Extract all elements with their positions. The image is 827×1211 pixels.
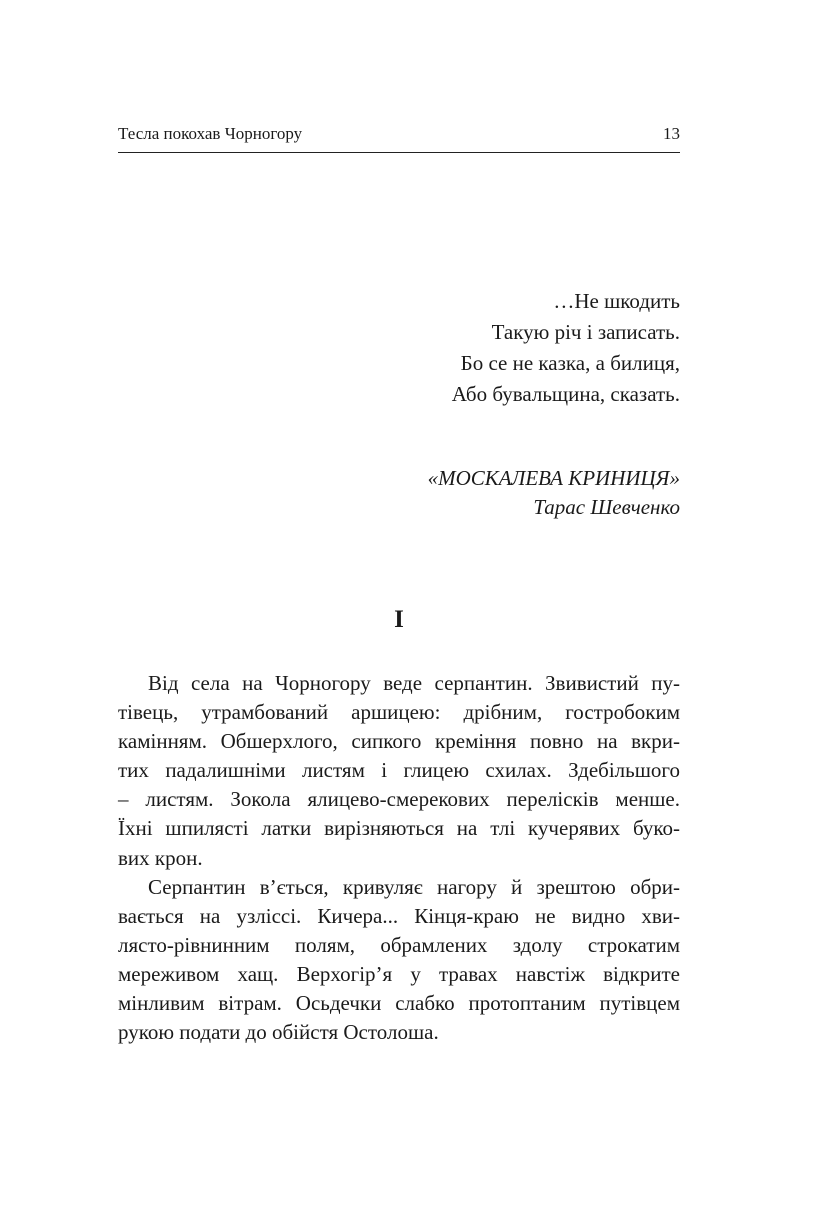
text-line: мінливим вітрам. Осьдечки слабко протоптаним путівцем (118, 991, 680, 1016)
epigraph-line: …Не шкодить (553, 289, 680, 313)
epigraph-attribution (118, 464, 680, 522)
running-header (118, 124, 680, 144)
epigraph (118, 286, 680, 410)
text-line: мереживом хащ. Верхогір’я у травах навстіж відкрите (118, 961, 680, 986)
header-rule (118, 152, 680, 153)
text-line: Від села на Чорногору веде серпантин. Звивистий пу- (148, 671, 680, 695)
text-line: Серпантин в’ється, кривуляє нагору й зрештою обри- (148, 874, 680, 899)
page-number: 13 (663, 124, 680, 143)
epigraph-line: Або бувальщина, сказать. (451, 382, 680, 406)
text-line: камінням. Обшерхлого, сипкого креміння повно на вкри- (118, 729, 680, 754)
text-line: тих падалишніми листям і глицею схилах. Здебільшого (118, 758, 680, 783)
text-line: лясто-рівнинним полям, обрамлених здолу строкатим (118, 932, 680, 957)
epigraph-author: Тарас Шевченко (533, 495, 680, 519)
epigraph-source: «МОСКАЛЕВА КРИНИЦЯ» (427, 466, 680, 490)
body-text (118, 669, 680, 1047)
paragraph (118, 873, 680, 1048)
text-line: рукою подати до обійстя Остолоша. (118, 1020, 439, 1045)
text-line: тівець, утрамбований аршицею: дрібним, гостробоким (118, 700, 680, 725)
paragraph (118, 669, 680, 873)
chapter-heading: I (394, 606, 404, 633)
epigraph-line: Такую річ і записать. (491, 320, 680, 344)
text-line: Їхні шпилясті латки вирізняються на тлі кучерявих буко- (118, 816, 680, 841)
text-line: – листям. Зокола ялицево-смерекових перелісків менше. (118, 787, 680, 812)
text-line: вається на узліссі. Кичера... Кінця-краю не видно хви- (118, 903, 680, 928)
epigraph-line: Бо се не казка, а билиця, (460, 351, 680, 375)
text-line: вих крон. (118, 845, 203, 870)
running-title: Тесла покохав Чорногору (118, 124, 303, 143)
